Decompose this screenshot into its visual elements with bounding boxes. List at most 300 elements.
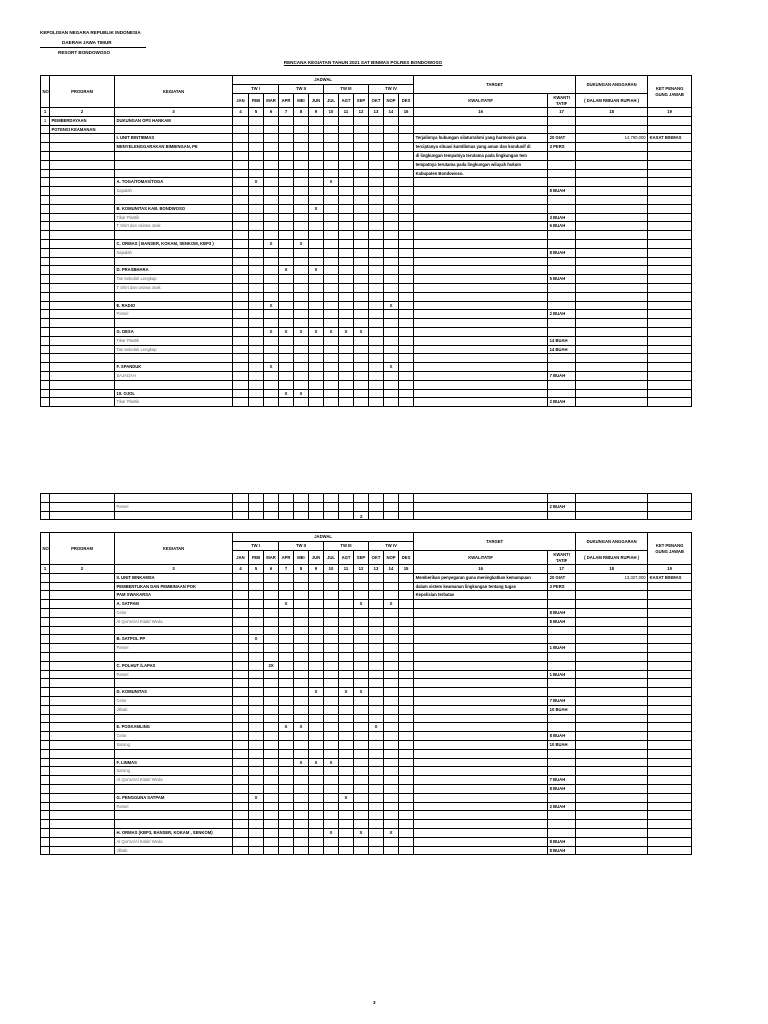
table-cell	[279, 776, 294, 785]
table-cell	[648, 758, 692, 767]
table-cell	[399, 661, 414, 670]
table-cell: 2 BUAH	[548, 502, 576, 511]
table-cell	[354, 178, 369, 187]
table-cell	[384, 705, 399, 714]
header-month: JAN	[233, 94, 249, 108]
table-cell	[548, 151, 576, 160]
table-cell	[369, 345, 384, 354]
table-cell	[399, 732, 414, 741]
table-cell	[369, 151, 384, 160]
table-cell	[233, 573, 249, 582]
table-cell	[354, 195, 369, 204]
table-cell	[414, 213, 548, 222]
table-cell	[339, 573, 354, 582]
table-cell	[414, 283, 548, 292]
table-cell	[369, 301, 384, 310]
column-number: 17	[548, 108, 576, 117]
table-cell	[576, 494, 648, 503]
table-row	[41, 336, 692, 345]
table-cell	[249, 591, 264, 600]
header-month: AGT	[339, 94, 354, 108]
table-cell	[324, 257, 339, 266]
table-cell	[233, 740, 249, 749]
table-cell	[354, 793, 369, 802]
table-cell	[399, 820, 414, 829]
table-cell	[369, 591, 384, 600]
table-cell	[264, 160, 279, 169]
table-row	[41, 846, 692, 855]
table-cell	[384, 732, 399, 741]
table-cell	[354, 125, 369, 134]
column-number: 10	[324, 565, 339, 574]
table-cell	[249, 195, 264, 204]
table-cell	[384, 248, 399, 257]
table-cell	[41, 705, 50, 714]
table-cell	[324, 494, 339, 503]
table-cell	[279, 134, 294, 143]
table-cell	[279, 195, 294, 204]
table-cell	[324, 195, 339, 204]
header-dukungan-unit: ( DALAM RIBUAN RUPIAH )	[576, 94, 648, 108]
table-cell	[576, 336, 648, 345]
table-cell: tempatnya terutama pada lingkungan wilayah hukum	[414, 160, 548, 169]
table-cell	[294, 591, 309, 600]
table-cell	[369, 178, 384, 187]
table-cell	[233, 204, 249, 213]
table-cell	[354, 502, 369, 511]
table-cell	[648, 371, 692, 380]
table-cell	[233, 301, 249, 310]
table-cell	[648, 600, 692, 609]
table-row	[41, 398, 692, 407]
table-cell	[399, 187, 414, 196]
table-cell	[399, 116, 414, 125]
table-row	[41, 363, 692, 372]
table-cell	[233, 257, 249, 266]
table-cell	[294, 661, 309, 670]
table-cell	[264, 310, 279, 319]
column-number: 2	[50, 565, 115, 574]
table-cell	[233, 345, 249, 354]
table-cell: Tas Sekolah Lengkap	[115, 345, 233, 354]
table-cell	[369, 828, 384, 837]
table-row	[41, 732, 692, 741]
table-cell	[369, 679, 384, 688]
table-cell	[576, 688, 648, 697]
column-number: 15	[399, 565, 414, 574]
table-cell	[50, 828, 115, 837]
table-cell	[249, 688, 264, 697]
table-cell	[309, 354, 324, 363]
table-cell	[414, 644, 548, 653]
table-cell	[339, 820, 354, 829]
column-number: 9	[309, 108, 324, 117]
table-cell: X	[339, 327, 354, 336]
table-cell	[41, 635, 50, 644]
column-number: 8	[294, 108, 309, 117]
table-cell	[414, 275, 548, 284]
table-cell: Sajadah	[115, 248, 233, 257]
table-cell	[233, 292, 249, 301]
table-cell: Celur	[115, 696, 233, 705]
table-cell	[249, 679, 264, 688]
table-cell	[249, 354, 264, 363]
table-cell	[576, 178, 648, 187]
header-jadwal: JADWAL	[233, 533, 414, 542]
table-cell	[249, 494, 264, 503]
table-row	[41, 494, 692, 503]
table-cell	[50, 143, 115, 152]
table-cell	[294, 160, 309, 169]
table-cell	[50, 600, 115, 609]
header-kualitatif: KWALITATIF	[414, 94, 548, 108]
table-cell	[41, 617, 50, 626]
table-cell	[279, 502, 294, 511]
table-cell	[41, 327, 50, 336]
table-cell	[414, 705, 548, 714]
table-cell	[576, 732, 648, 741]
table-cell	[309, 125, 324, 134]
table-row	[41, 758, 692, 767]
table-cell	[576, 776, 648, 785]
table-cell: Al Qur'an/Al Kitab/ Weda	[115, 837, 233, 846]
table-cell	[548, 319, 576, 328]
table-cell	[264, 793, 279, 802]
table-cell	[264, 494, 279, 503]
table-cell	[399, 767, 414, 776]
table-cell	[50, 239, 115, 248]
table-cell	[41, 767, 50, 776]
table-cell: 3 BUAH	[548, 213, 576, 222]
table-cell	[324, 846, 339, 855]
table-cell	[648, 380, 692, 389]
table-cell	[339, 160, 354, 169]
table-cell	[50, 319, 115, 328]
table-cell: 10 BUAH	[548, 705, 576, 714]
table-cell	[354, 732, 369, 741]
table-cell: 10. OJOL	[115, 389, 233, 398]
table-cell	[576, 635, 648, 644]
column-number: 10	[324, 108, 339, 117]
table-cell	[354, 705, 369, 714]
table-cell	[41, 354, 50, 363]
header-dukungan: DUKUNGAN ANGGARAN	[576, 76, 648, 94]
table-cell	[369, 125, 384, 134]
table-cell	[309, 134, 324, 143]
table-cell: 14 BUAH	[548, 336, 576, 345]
table-cell	[414, 257, 548, 266]
table-cell	[354, 248, 369, 257]
table-cell	[115, 811, 233, 820]
table-cell	[339, 767, 354, 776]
table-cell: C. ORMAS ( BANSER, KOKAM, SENKOM, KBP3 )	[115, 239, 233, 248]
table-cell	[115, 125, 233, 134]
table-cell	[264, 696, 279, 705]
table-row	[41, 802, 692, 811]
table-cell: 8 BUAH	[548, 617, 576, 626]
table-cell	[50, 169, 115, 178]
table-cell	[414, 820, 548, 829]
table-row	[41, 292, 692, 301]
table-cell	[41, 820, 50, 829]
table-cell	[414, 749, 548, 758]
table-row	[41, 231, 692, 240]
table-cell	[354, 582, 369, 591]
table-cell	[249, 371, 264, 380]
table-cell	[41, 301, 50, 310]
table-cell	[354, 661, 369, 670]
column-number: 4	[233, 565, 249, 574]
table-cell	[369, 310, 384, 319]
table-cell	[294, 705, 309, 714]
table-row	[41, 116, 692, 125]
table-cell	[41, 336, 50, 345]
table-cell	[399, 389, 414, 398]
table-cell	[324, 617, 339, 626]
table-cell	[648, 319, 692, 328]
table-cell	[41, 626, 50, 635]
column-number: 14	[384, 108, 399, 117]
table-cell	[576, 802, 648, 811]
table-cell	[279, 213, 294, 222]
table-cell	[233, 354, 249, 363]
table-cell	[115, 160, 233, 169]
table-cell	[309, 178, 324, 187]
table-cell	[384, 283, 399, 292]
table-cell	[414, 696, 548, 705]
table-cell	[384, 696, 399, 705]
table-cell	[369, 239, 384, 248]
table-cell: terciptanya situasi kamtibmas yang aman dan kondusif di	[414, 143, 548, 152]
table-cell: X	[249, 793, 264, 802]
table-cell	[354, 371, 369, 380]
table-cell	[399, 398, 414, 407]
table-cell	[384, 661, 399, 670]
table-cell	[115, 784, 233, 793]
table-cell	[384, 195, 399, 204]
table-cell	[41, 837, 50, 846]
table-cell	[249, 776, 264, 785]
table-cell	[294, 740, 309, 749]
table-row	[41, 696, 692, 705]
table-cell: POTENSI KEAMANAN	[50, 125, 115, 134]
table-cell	[648, 116, 692, 125]
table-cell	[648, 336, 692, 345]
table-cell	[41, 222, 50, 231]
table-cell	[294, 652, 309, 661]
table-cell	[279, 301, 294, 310]
table-cell	[384, 160, 399, 169]
table-cell	[41, 670, 50, 679]
table-cell	[369, 275, 384, 284]
table-cell	[249, 248, 264, 257]
table-cell	[249, 187, 264, 196]
table-cell	[279, 591, 294, 600]
table-cell: X	[279, 327, 294, 336]
table-cell: X	[384, 301, 399, 310]
table-cell	[339, 275, 354, 284]
table-cell	[369, 371, 384, 380]
table-cell	[354, 213, 369, 222]
table-cell	[294, 319, 309, 328]
table-cell	[50, 591, 115, 600]
table-cell	[648, 652, 692, 661]
table-row	[41, 310, 692, 319]
table-cell	[324, 626, 339, 635]
table-cell	[294, 398, 309, 407]
table-cell	[414, 345, 548, 354]
table-cell	[50, 749, 115, 758]
table-cell	[576, 143, 648, 152]
table-cell	[233, 389, 249, 398]
table-cell	[50, 151, 115, 160]
table-cell	[324, 644, 339, 653]
table-cell	[648, 248, 692, 257]
table-cell	[399, 310, 414, 319]
table-cell	[369, 714, 384, 723]
header-kualitatif: KWALITATIF	[414, 551, 548, 565]
table-cell	[115, 714, 233, 723]
table-cell	[309, 846, 324, 855]
table-cell	[576, 231, 648, 240]
table-cell	[279, 125, 294, 134]
table-cell: 5 BUAH	[548, 275, 576, 284]
table-cell	[414, 502, 548, 511]
table-cell	[41, 749, 50, 758]
table-cell	[384, 494, 399, 503]
table-cell	[369, 134, 384, 143]
column-number: 12	[354, 108, 369, 117]
table-cell	[384, 275, 399, 284]
table-cell	[414, 125, 548, 134]
table-cell	[233, 820, 249, 829]
table-cell	[369, 160, 384, 169]
table-cell	[249, 626, 264, 635]
table-cell	[279, 626, 294, 635]
table-cell	[233, 837, 249, 846]
table-cell	[548, 793, 576, 802]
table-cell	[324, 389, 339, 398]
table-cell	[233, 626, 249, 635]
table-cell	[264, 231, 279, 240]
table-cell	[279, 749, 294, 758]
table-cell: X	[309, 266, 324, 275]
table-cell	[249, 389, 264, 398]
table-cell	[324, 652, 339, 661]
table-cell	[324, 582, 339, 591]
column-number: 5	[249, 108, 264, 117]
table-cell	[294, 222, 309, 231]
table-cell	[648, 679, 692, 688]
table-cell	[264, 820, 279, 829]
table-cell	[264, 283, 279, 292]
table-cell	[369, 582, 384, 591]
header-quarter: TW II	[279, 542, 324, 551]
table-cell	[399, 793, 414, 802]
column-number: 6	[264, 565, 279, 574]
table-cell	[249, 749, 264, 758]
table-cell	[50, 696, 115, 705]
table-cell	[339, 204, 354, 213]
table-cell	[264, 178, 279, 187]
table-cell	[399, 511, 414, 520]
table-cell: Al Qur'an/Al Kitab/ Weda	[115, 776, 233, 785]
table-cell	[414, 767, 548, 776]
table-cell	[233, 239, 249, 248]
header-month: APR	[279, 551, 294, 565]
table-cell: Celur	[115, 608, 233, 617]
table-cell	[648, 846, 692, 855]
table-row	[41, 222, 692, 231]
table-cell	[369, 846, 384, 855]
table-cell	[309, 582, 324, 591]
table-cell	[384, 187, 399, 196]
table-cell	[233, 266, 249, 275]
table-cell: D. KOMUNITAS	[115, 688, 233, 697]
table-cell	[354, 283, 369, 292]
table-cell: Tikar Plastik	[115, 213, 233, 222]
table-cell	[249, 802, 264, 811]
table-cell	[279, 732, 294, 741]
table-cell	[50, 354, 115, 363]
table-cell	[576, 600, 648, 609]
table-cell	[50, 494, 115, 503]
table-cell	[414, 511, 548, 520]
table-cell	[324, 749, 339, 758]
table-cell	[233, 195, 249, 204]
table-cell	[50, 398, 115, 407]
header-kuantitatif: KWANTI TATIF	[548, 551, 576, 565]
table-cell	[399, 371, 414, 380]
table-cell	[50, 204, 115, 213]
header-month: DES	[399, 94, 414, 108]
table-cell	[41, 178, 50, 187]
table-cell	[648, 187, 692, 196]
table-cell	[339, 679, 354, 688]
table-cell: DUKUNGAN OPS HANKAM	[115, 116, 233, 125]
table-cell	[399, 846, 414, 855]
table-cell	[294, 688, 309, 697]
table-cell	[279, 151, 294, 160]
table-cell	[50, 776, 115, 785]
table-cell: Al Qur'an/Al Kitab/ Weda	[115, 617, 233, 626]
table-cell: A. SATPAM	[115, 600, 233, 609]
table-cell	[399, 591, 414, 600]
table-cell	[41, 714, 50, 723]
table-cell	[294, 600, 309, 609]
table-cell	[399, 125, 414, 134]
table-cell	[264, 767, 279, 776]
table-cell	[294, 776, 309, 785]
table-cell	[339, 837, 354, 846]
table-cell	[264, 222, 279, 231]
table-cell	[648, 617, 692, 626]
table-cell	[294, 767, 309, 776]
table-cell	[354, 134, 369, 143]
table-cell	[294, 204, 309, 213]
table-cell	[548, 160, 576, 169]
column-number: 5	[249, 565, 264, 574]
column-number: 17	[548, 565, 576, 574]
table-cell	[339, 494, 354, 503]
table-cell	[354, 740, 369, 749]
table-cell	[41, 195, 50, 204]
table-row	[41, 511, 692, 520]
table-cell	[648, 732, 692, 741]
table-cell	[369, 354, 384, 363]
table-cell	[414, 327, 548, 336]
table-cell	[384, 125, 399, 134]
